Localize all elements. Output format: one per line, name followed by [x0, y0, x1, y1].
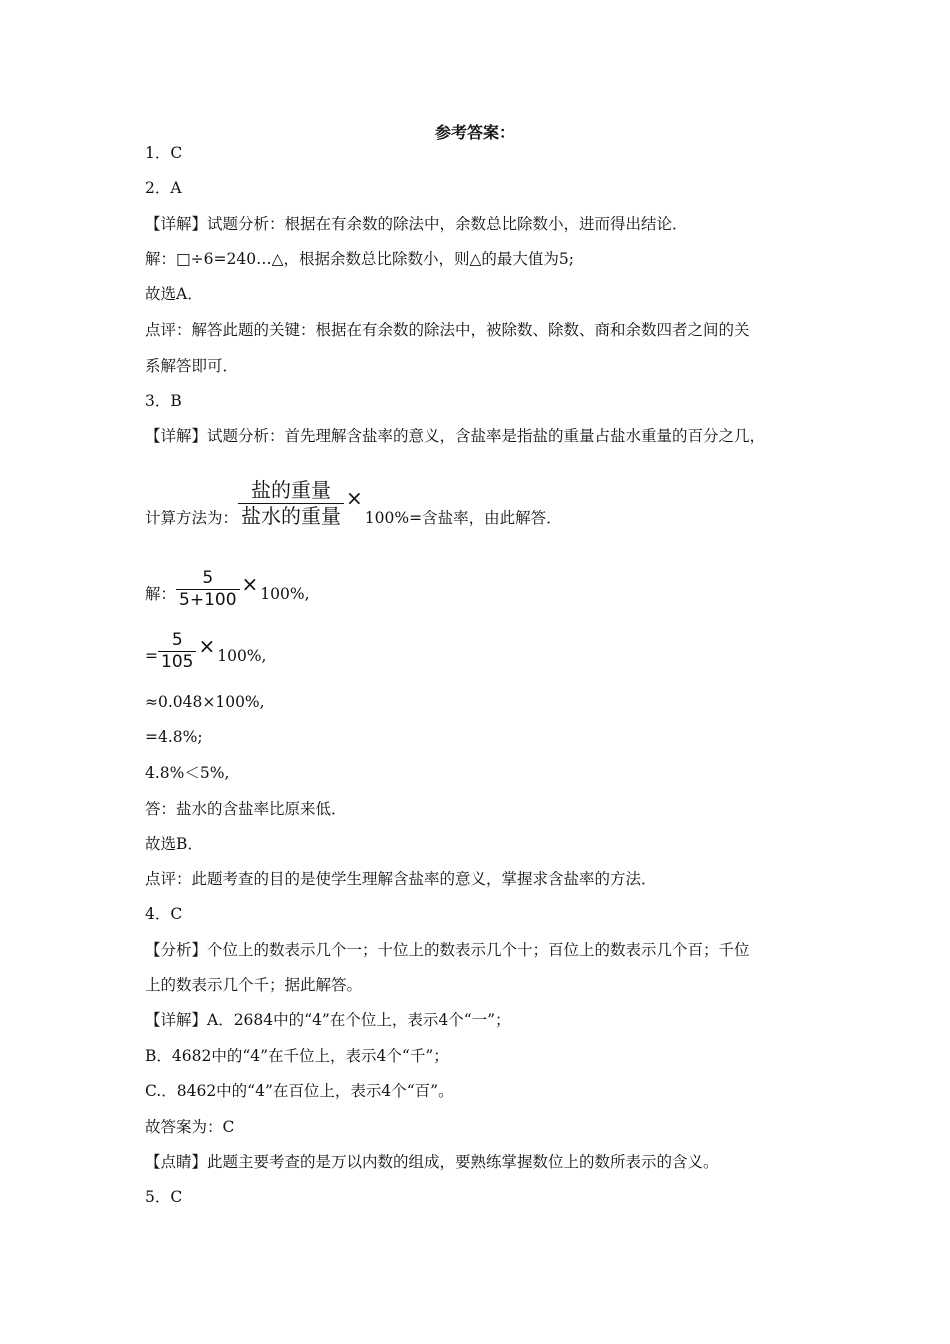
answer-4-detail-c: C.．8462中的“4”在百位上，表示4个“百”。 — [145, 1082, 454, 1100]
fraction-numerator: 5 — [171, 630, 183, 650]
answer-4-key-point: 【点睛】此题主要考查的是万以内数的组成，要熟练掌握数位上的数所表示的含义。 — [145, 1153, 719, 1171]
fraction-numerator: 盐的重量 — [251, 478, 332, 502]
fraction-salt-ratio — [238, 478, 344, 529]
fraction-5-over-sum — [176, 568, 240, 611]
answer-4-analysis-cont: 上的数表示几个千；据此解答。 — [145, 976, 363, 994]
answer-3-detail: 【详解】试题分析：首先理解含盐率的意义，含盐率是指盐的重量占盐水重量的百分之几， — [145, 427, 766, 445]
multiply-sign: × — [346, 485, 363, 510]
fraction-5-over-105 — [158, 630, 196, 673]
formula-solution-1 — [145, 568, 310, 611]
answer-2-comment: 点评：解答此题的关键：根据在有余数的除法中，被除数、除数、商和余数四者之间的关 — [145, 321, 750, 339]
answer-1: 1．C — [145, 144, 183, 162]
answer-2-detail: 【详解】试题分析：根据在有余数的除法中，余数总比除数小，进而得出结论． — [145, 215, 688, 233]
fraction-denominator: 105 — [158, 651, 196, 673]
solution-step-approx: ≈0.048×100%, — [145, 693, 265, 711]
answer-3: 3．B — [145, 392, 182, 410]
fraction-denominator: 盐水的重量 — [238, 503, 344, 529]
answer-5: 5．C — [145, 1188, 183, 1206]
multiply-sign: × — [241, 571, 259, 596]
answer-4-detail-b: B．4682中的“4”在千位上，表示4个“千”； — [145, 1047, 449, 1065]
formula-method-suffix: 100%=含盐率，由此解答． — [364, 508, 562, 527]
formula-method-line — [145, 478, 562, 529]
answer-4-detail-a: 【详解】A．2684中的“4”在个位上，表示4个“一”； — [145, 1011, 511, 1029]
answer-2-choice: 故选A． — [145, 285, 203, 303]
answer-4-choice: 故答案为：C — [145, 1118, 235, 1136]
answer-4-analysis: 【分析】个位上的数表示几个一；十位上的数表示几个十；百位上的数表示几个百；千位 — [145, 941, 750, 959]
answer-2: 2．A — [145, 179, 182, 197]
answer-3-comment: 点评：此题考查的目的是使学生理解含盐率的意义，掌握求含盐率的方法． — [145, 870, 657, 888]
solution-step-compare: 4.8%＜5%, — [145, 764, 230, 782]
solution-suffix: 100%, — [217, 646, 267, 665]
fraction-numerator: 5 — [202, 568, 214, 588]
formula-method-prefix: 计算方法为： — [145, 508, 239, 527]
multiply-sign: × — [198, 633, 216, 658]
solution-step-percent: =4.8%; — [145, 728, 203, 746]
answer-4: 4．C — [145, 905, 183, 923]
answer-3-choice: 故选B． — [145, 835, 203, 853]
answer-2-solution: 解：□÷6=240…△，根据余数总比除数小，则△的最大值为5; — [145, 250, 574, 268]
formula-solution-2 — [145, 630, 266, 673]
page-title: 参考答案： — [434, 123, 515, 142]
solution-prefix: = — [145, 646, 158, 665]
fraction-denominator: 5+100 — [176, 589, 240, 611]
solution-suffix: 100%, — [260, 584, 310, 603]
answer-3-conclusion: 答：盐水的含盐率比原来低． — [145, 800, 347, 818]
answer-2-comment-cont: 系解答即可． — [145, 357, 239, 375]
solution-prefix: 解： — [145, 584, 177, 603]
